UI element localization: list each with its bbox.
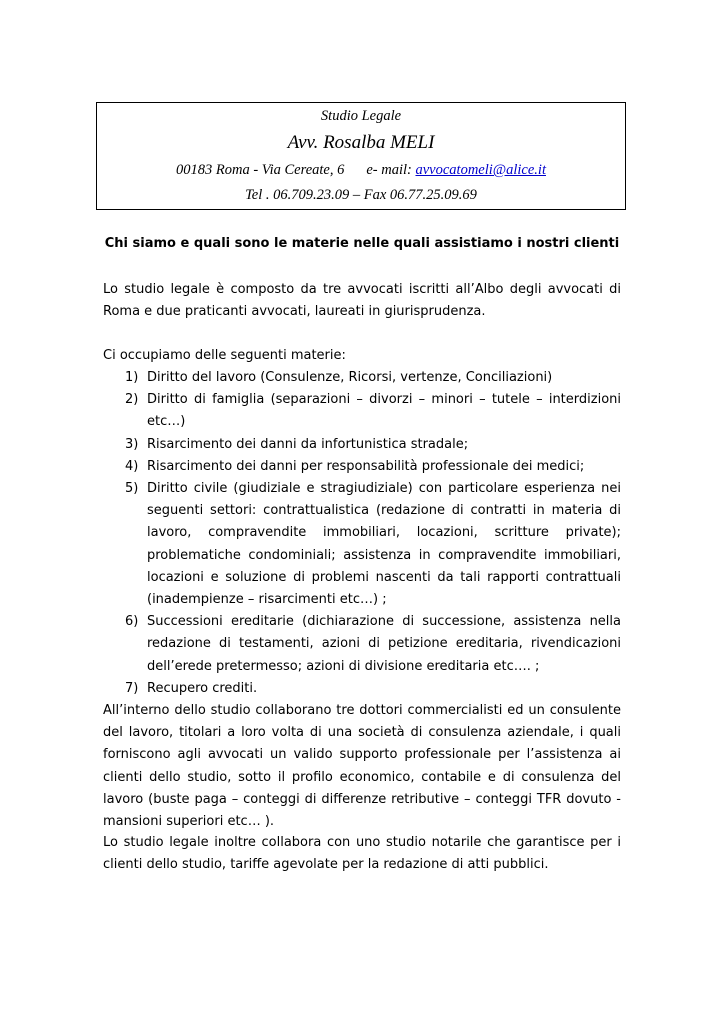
- notary-paragraph: Lo studio legale inoltre collabora con uno studio notarile che garantisce per i clienti dello studio, tariffe agevolate per la redazione di atti pubblici.: [103, 835, 621, 873]
- list-item: [103, 367, 621, 389]
- list-item: [103, 678, 621, 700]
- topics-list: [103, 367, 621, 700]
- list-item-text: Diritto del lavoro (Consulenze, Ricorsi, vertenze, Conciliazioni): [147, 370, 553, 385]
- list-item-text: Recupero crediti.: [147, 680, 258, 696]
- list-item-number: 2): [125, 392, 139, 408]
- list-item-text: Diritto civile (giudiziale e stragiudiziale) con particolare esperienza nei seguenti settori: contrattualistica (redazione di contratti in materia di lavoro, compravendite immobiliari, locazioni, scritture private); problematiche condominiali; assistenza in compravendite immobiliari, locazioni e soluzione di problemi nascenti da tali rapporti contrattuali (inadempienze – risarcimenti etc…) ;: [147, 481, 621, 608]
- email-link[interactable]: avvocatomeli@alice.it: [415, 162, 546, 178]
- list-item-number: 4): [125, 458, 139, 474]
- intro-paragraph: Lo studio legale è composto da tre avvocati iscritti all’Albo degli avvocati di Roma e due praticanti avvocati, laureati in giurisprudenza.: [103, 282, 621, 320]
- letterhead-phone: Tel . 06.709.23.09 – Fax 06.77.25.09.69: [245, 187, 477, 203]
- list-item-number: 6): [125, 614, 139, 630]
- list-item-number: 7): [125, 680, 139, 696]
- list-item: [103, 611, 621, 678]
- list-item: [103, 389, 621, 433]
- list-item: [103, 478, 621, 611]
- list-item: [103, 434, 621, 456]
- list-item-number: 3): [125, 436, 139, 452]
- letterhead-box: [96, 102, 626, 210]
- list-item-text: Diritto di famiglia (separazioni – divorzi – minori – tutele – interdizioni etc…): [147, 392, 621, 430]
- list-item-text: Risarcimento dei danni per responsabilità professionale dei medici;: [147, 458, 585, 474]
- list-item-number: 5): [125, 481, 139, 497]
- list-item-text: Successioni ereditarie (dichiarazione di successione, assistenza nella redazione di testamenti, azioni di petizione ereditaria, rivendicazioni dell’erede pretermesso; azioni di divisione ereditaria etc…. ;: [147, 614, 621, 674]
- letterhead-email-label: e- mail:: [366, 162, 412, 178]
- letterhead-lawyer-name: Avv. Rosalba MELI: [287, 132, 435, 153]
- letterhead-address: 00183 Roma - Via Cereate, 6: [176, 162, 345, 178]
- topics-intro: Ci occupiamo delle seguenti materie:: [103, 348, 346, 363]
- list-item: [103, 456, 621, 478]
- letterhead-address-line: [97, 161, 625, 179]
- page-heading: Chi siamo e quali sono le materie nelle quali assistiamo i nostri clienti: [104, 236, 620, 251]
- list-item-number: 1): [125, 370, 139, 385]
- collaboration-paragraph: All’interno dello studio collaborano tre dottori commercialisti ed un consulente del lavoro, titolari a loro volta di una società di consulenza aziendale, i quali forniscono agli avvocati un valido supporto professionale per l’assistenza ai clienti dello studio, sotto il profilo economico, contabile e di consulenza del lavoro (buste paga – conteggi di differenze retributive – conteggi TFR dovuto - mansioni superiori etc… ).: [103, 703, 621, 830]
- letterhead-studio: Studio Legale: [320, 108, 402, 124]
- list-item-text: Risarcimento dei danni da infortunistica stradale;: [147, 436, 469, 452]
